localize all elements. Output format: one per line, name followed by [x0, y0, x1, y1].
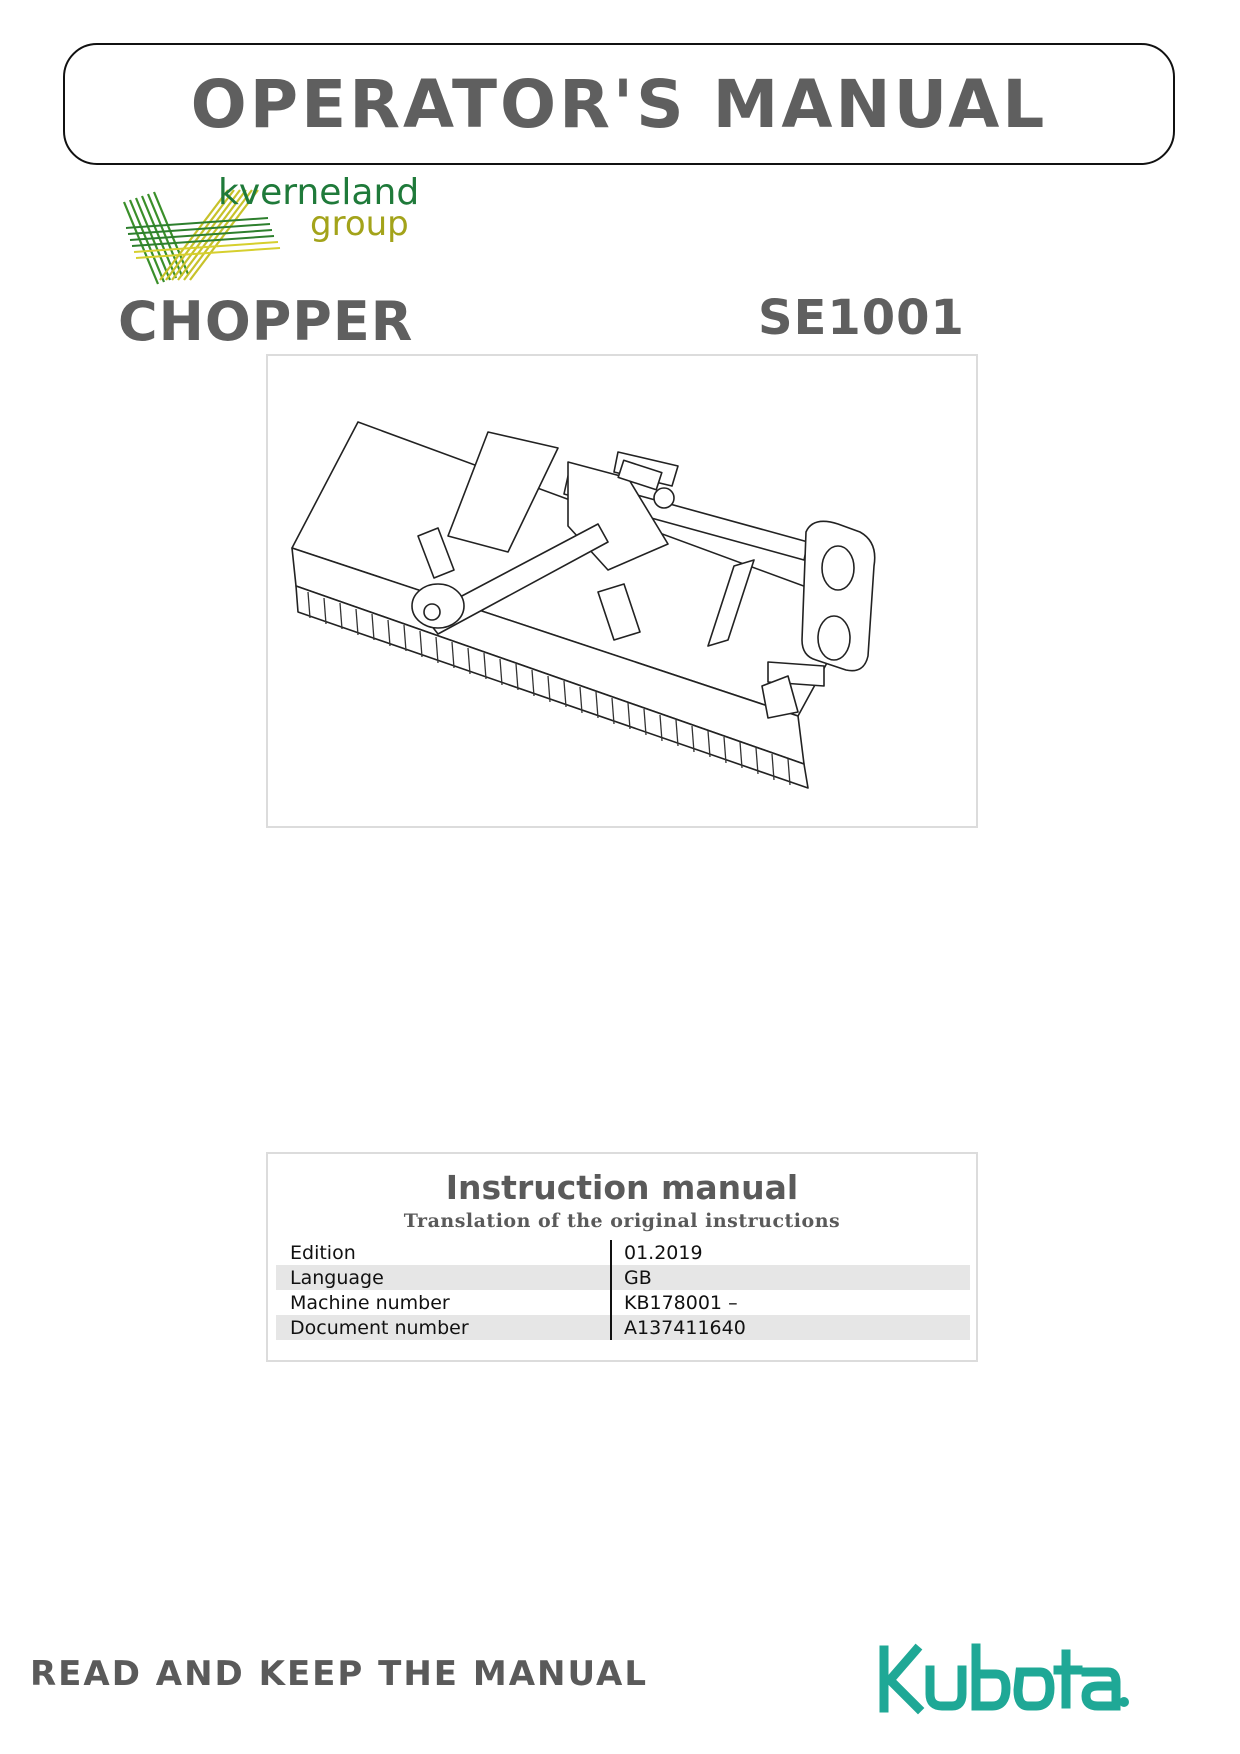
info-row-machine-number — [276, 1290, 970, 1315]
info-row-language — [276, 1265, 970, 1290]
info-value: 01.2019 — [610, 1240, 970, 1265]
product-name: CHOPPER — [118, 290, 414, 353]
machine-illustration-frame — [266, 354, 978, 828]
product-model: SE1001 — [758, 290, 965, 346]
info-row-document-number — [276, 1315, 970, 1340]
flail-chopper-illustration-icon — [268, 356, 976, 826]
info-label: Language — [290, 1266, 384, 1289]
info-value: KB178001 – — [610, 1290, 970, 1315]
keep-manual-notice: READ AND KEEP THE MANUAL — [30, 1654, 649, 1694]
header-title-box — [63, 43, 1175, 165]
info-value: A137411640 — [610, 1315, 970, 1340]
document-info-box — [266, 1152, 978, 1362]
kubota-logo — [872, 1634, 1132, 1724]
info-value: GB — [610, 1265, 970, 1290]
group-wordmark: group — [310, 204, 409, 244]
info-label: Document number — [290, 1316, 469, 1339]
kverneland-wordmark: kverneland — [218, 172, 420, 213]
info-row-edition — [276, 1240, 970, 1265]
info-label: Machine number — [290, 1291, 450, 1314]
kverneland-logo — [118, 172, 428, 292]
info-table — [276, 1240, 970, 1340]
info-subtitle: Translation of the original instructions — [403, 1210, 841, 1232]
info-title: Instruction manual — [445, 1168, 799, 1207]
page-title: OPERATOR'S MANUAL — [190, 65, 1048, 143]
info-label: Edition — [290, 1241, 356, 1264]
